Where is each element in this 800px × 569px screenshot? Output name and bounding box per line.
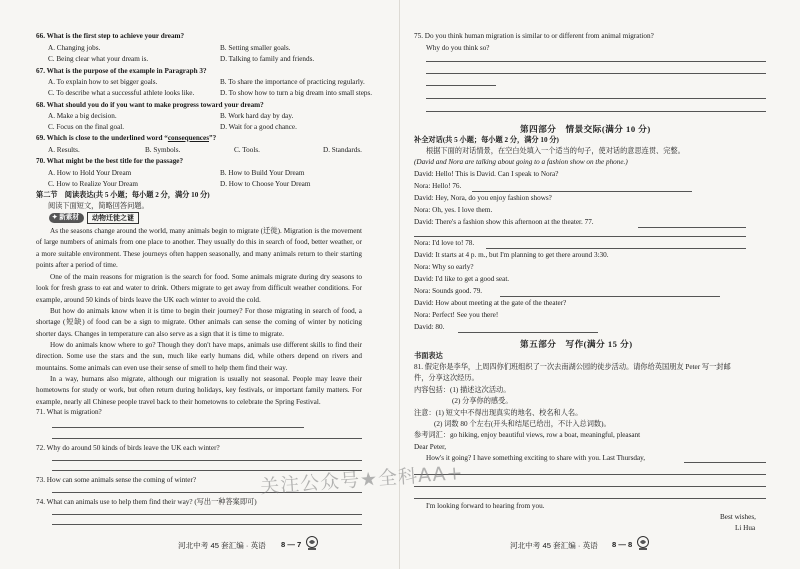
q67-option-d: D. To show how to turn a big dream into small steps.: [220, 89, 373, 97]
q69-option-b: B. Symbols.: [145, 146, 181, 154]
dialog-line-79: Nora: Sounds good. 79.: [414, 287, 483, 295]
q74-answer-line[interactable]: [52, 514, 362, 515]
q70-option-a: A. How to Hold Your Dream: [48, 169, 132, 177]
dialog-line-80: David: 80.: [414, 323, 445, 331]
q69-stem: [36, 134, 216, 143]
writing-best-wishes: Best wishes,: [720, 513, 756, 521]
section2-title: 第二节 阅读表达(共 5 小题；每小题 2 分，满分 10 分): [36, 191, 210, 199]
dialog-line-8: Nora: Why so early?: [414, 263, 474, 271]
writing-closing: I'm looking forward to hearing from you.: [426, 502, 545, 510]
q75-answer-line[interactable]: [426, 73, 766, 74]
passage-paragraph-5: In a way, humans also migrate, although our migration is usually not seasonal. People may leave their hometowns for study or work, but often return during holidays, key festivals, or important family matters. For example, nearly all Chinese people travel back to their hometowns to celebrate the Spring Festival.: [36, 375, 362, 406]
passage-topic-badge: [49, 212, 139, 223]
new-material-pill: ✦ 新素材: [49, 213, 84, 223]
q71-answer-line[interactable]: [52, 427, 304, 428]
footer-page-number: 8 — 7: [281, 540, 302, 549]
q71-question: 71. What is migration?: [36, 408, 102, 416]
q75-followup: Why do you think so?: [426, 44, 490, 52]
writing-content-2: (2) 分享你的感受。: [452, 397, 513, 405]
q70-stem: 70. What might be the best title for the passage?: [36, 157, 184, 165]
q69-option-a: A. Results.: [48, 146, 80, 154]
part4-title: 第四部分 情景交际(满分 10 分): [520, 124, 651, 134]
section2-instructions: 阅读下面短文，简略回答问题。: [48, 202, 149, 210]
writing-reference-words: 参考词汇：go hiking, enjoy beautiful views, row a boat, meaningful, pleasant: [414, 431, 641, 439]
q70-option-b: B. How to Build Your Dream: [220, 169, 305, 177]
q68-option-b: B. Work hard day by day.: [220, 112, 294, 120]
blank-78[interactable]: [486, 248, 746, 249]
blank-76[interactable]: [472, 191, 692, 192]
publisher-logo-icon: [636, 535, 650, 551]
q66-option-b: B. Setting smaller goals.: [220, 44, 291, 52]
watermark-text: 关注公众号★全科AA+: [259, 461, 465, 499]
footer-book-title: 河北中考 45 套汇编 · 英语: [178, 541, 266, 550]
q73-question: 73. How can some animals sense the coming of winter?: [36, 476, 197, 484]
writing-salutation: Dear Peter,: [414, 443, 447, 451]
part4-subtitle: 补全对话(共 5 小题；每小题 2 分，满分 10 分): [414, 136, 559, 144]
q66-option-a: A. Changing jobs.: [48, 44, 101, 52]
q68-option-a: A. Make a big decision.: [48, 112, 117, 120]
q70-option-d: D. How to Choose Your Dream: [220, 180, 311, 188]
q68-option-d: D. Wait for a good chance.: [220, 123, 297, 131]
q72-answer-line[interactable]: [52, 460, 362, 461]
dialog-line-77: David: There's a fashion show this afternoon at the theater. 77.: [414, 218, 594, 226]
writing-prompt-line-2: 件，分享这次经历。: [414, 374, 479, 382]
dialog-line-4: Nora: Oh, yes. I love them.: [414, 206, 493, 214]
q67-stem: 67. What is the purpose of the example in Paragraph 3?: [36, 67, 207, 75]
blank-79[interactable]: [500, 296, 720, 297]
passage-paragraph-2: One of the main reasons for migration is the search for food. Some animals migrate during dry seasons to look for fresh grass to eat and water to drink. Others migrate to get away from difficult weather conditions. For example, around 50 kinds of birds leave the UK each winter to avoid the cold.: [36, 273, 362, 304]
blank-80[interactable]: [458, 332, 598, 333]
q69-option-c: C. Tools.: [234, 146, 260, 154]
writing-note-2: (2) 词数 80 个左右(开头和结尾已给出，不计入总词数)。: [434, 420, 611, 428]
q68-option-c: C. Focus on the final goal.: [48, 123, 125, 131]
passage-paragraph-3: But how do animals know when it is time to begin their journey? For those migrating in search of food, a shortage (短缺) of food can be a sign to migrate. Other animals can sense the coming of winter by noticing shorter days. Changes in temperature can also serve as a sign that it is time to migrate.: [36, 307, 362, 338]
dialog-context: (David and Nora are talking about going to a fashion show on the phone.): [414, 158, 628, 166]
q69-stem-pre: 69. Which is close to the underlined word “: [36, 134, 168, 142]
part4-instructions: 根据下面的对话情景，在空白处填入一个适当的句子，使对话的意思连贯、完整。: [426, 147, 685, 155]
dialog-line-78: Nora: I'd love to! 78.: [414, 239, 475, 247]
q75-answer-line[interactable]: [426, 85, 496, 86]
writing-note-1: 注意：(1) 短文中不得出现真实的地名、校名和人名。: [414, 409, 583, 417]
dialog-line-1: David: Hello! This is David. Can I speak to Nora?: [414, 170, 559, 178]
writing-opening: How's it going? I have something exciting to share with you. Last Thursday,: [426, 454, 646, 462]
dialog-line-9: David: I'd like to get a good seat.: [414, 275, 510, 283]
q70-option-c: C. How to Realize Your Dream: [48, 180, 139, 188]
q74-question: 74. What can animals use to help them find their way? (写出一种答案即可): [36, 498, 257, 506]
q75-answer-line[interactable]: [426, 98, 766, 99]
q66-option-d: D. Talking to family and friends.: [220, 55, 315, 63]
q71-answer-line[interactable]: [52, 438, 362, 439]
part5-title: 第五部分 写作(满分 15 分): [520, 339, 633, 349]
q75-answer-line[interactable]: [426, 111, 766, 112]
q74-answer-line[interactable]: [52, 524, 362, 525]
writing-answer-line[interactable]: [414, 486, 766, 487]
q67-option-a: A. To explain how to set bigger goals.: [48, 78, 158, 86]
q69-option-d: D. Standards.: [323, 146, 362, 154]
publisher-logo-icon: [305, 535, 319, 551]
footer-book-title: 河北中考 45 套汇编 · 英语: [510, 541, 598, 550]
footer-page-number: 8 — 8: [612, 540, 633, 549]
dialog-line-76: Nora: Hello! 76.: [414, 182, 462, 190]
dialog-line-11: David: How about meeting at the gate of the theater?: [414, 299, 567, 307]
q69-underlined-word: consequences: [167, 134, 209, 142]
q67-option-b: B. To share the importance of practicing regularly.: [220, 78, 365, 86]
dialog-line-3: David: Hey, Nora, do you enjoy fashion shows?: [414, 194, 552, 202]
q67-option-c: C. To describe what a successful athlete looks like.: [48, 89, 195, 97]
q75-question: 75. Do you think human migration is similar to or different from animal migration?: [414, 32, 654, 40]
topic-label: 动物迁徙之谜: [87, 212, 139, 224]
q68-stem: 68. What should you do if you want to make progress toward your dream?: [36, 101, 264, 109]
q75-answer-line[interactable]: [426, 61, 766, 62]
writing-answer-line[interactable]: [414, 474, 766, 475]
writing-answer-line[interactable]: [684, 462, 766, 463]
q66-option-c: C. Being clear what your dream is.: [48, 55, 149, 63]
writing-signature: Li Hua: [735, 524, 756, 532]
passage-paragraph-1: As the seasons change around the world, many animals begin to migrate (迁徙). Migration is the movement of large numbers of animals from one place to another. They usually do this in search of food, better weather, or a more suitable environment. These journeys often happen seasonally, and many animals return to their starting points after a period of time.: [36, 227, 362, 270]
q72-question: 72. Why do around 50 kinds of birds leave the UK each winter?: [36, 444, 220, 452]
blank-77-continued[interactable]: [414, 236, 746, 237]
writing-label: 书面表达: [414, 352, 443, 360]
dialog-line-7: David: It starts at 4 p. m., but I'm planning to get there around 3:30.: [414, 251, 609, 259]
dialog-line-12: Nora: Perfect! See you there!: [414, 311, 499, 319]
blank-77[interactable]: [638, 227, 746, 228]
writing-answer-line[interactable]: [414, 498, 766, 499]
q66-stem: 66. What is the first step to achieve your dream?: [36, 32, 185, 40]
q69-stem-post: ”?: [209, 134, 217, 142]
writing-prompt-line-1: 81. 假定你是李华，上周四你们班组织了一次去南湖公园的徒步活动。请你给英国朋友 Peter 写一封邮: [414, 363, 731, 371]
writing-content-1: 内容包括：(1) 描述这次活动。: [414, 386, 511, 394]
passage-paragraph-4: How do animals know where to go? Though they don't have maps, animals use different skills to find their direction. Some use the stars and the sun, much like early humans did, while others depend on rivers and mountains. Some animals can even use their sense of smell to help them find their way.: [36, 341, 362, 372]
new-material-label: 新素材: [59, 213, 79, 221]
